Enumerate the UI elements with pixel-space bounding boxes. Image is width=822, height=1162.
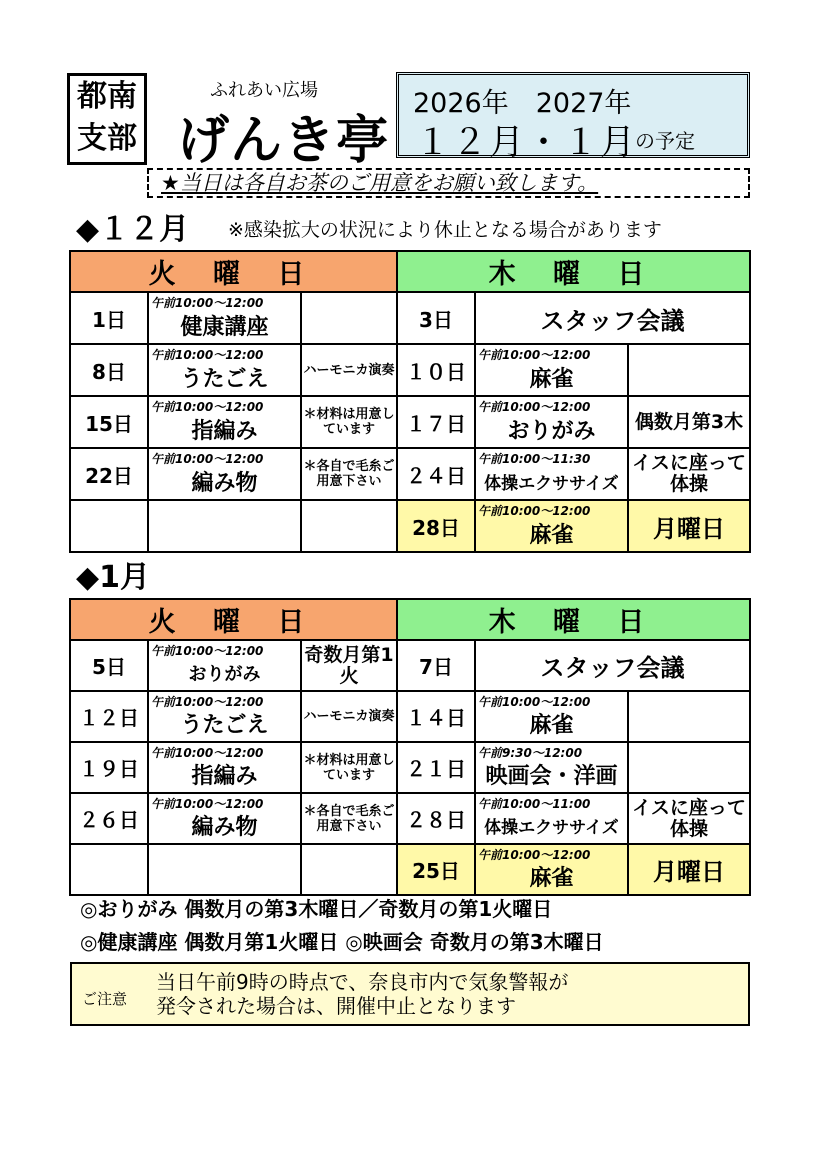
thursday-date: ２４日 (397, 448, 475, 500)
years: 2026年 2027年 (413, 88, 632, 119)
tuesday-event-cell (148, 640, 301, 691)
caution-label: ご注意 (82, 990, 128, 1008)
thursday-event-cell (475, 500, 628, 552)
event-name: うたごえ (180, 366, 269, 392)
tea-notice (147, 168, 750, 198)
header-row (70, 599, 750, 640)
tuesday-date: １２日 (70, 691, 148, 742)
footer-line-1: ◎おりがみ 偶数月の第3木曜日／奇数月の第1火曜日 (80, 897, 553, 921)
event-time: 午前10:00～12:00 (151, 400, 264, 414)
caution-line-2: 発令された場合は、開催中止となります (156, 994, 516, 1018)
thursday-date: 7日 (397, 640, 475, 691)
table-row (70, 691, 750, 742)
tuesday-date: 22日 (70, 448, 148, 500)
event-time: 午前10:00～12:00 (478, 400, 591, 414)
table-row (70, 448, 750, 500)
event-name: おりがみ (507, 418, 596, 444)
event-time: 午前10:00～12:00 (478, 848, 591, 862)
tea-notice-text: ★当日は各自お茶のご用意をお願い致します。 (161, 171, 599, 195)
event-time: 午前10:00～12:00 (151, 296, 264, 310)
january-table (69, 598, 751, 896)
table-row (70, 344, 750, 396)
tuesday-event-cell (148, 691, 301, 742)
event-name: うたごえ (180, 713, 269, 738)
date-box (396, 72, 750, 163)
thursday-note (628, 344, 750, 396)
event-name: 麻雀 (529, 866, 574, 891)
yotei-label: の予定 (635, 129, 695, 153)
branch-line2: 支部 (77, 121, 137, 156)
monday-note: 月曜日 (628, 844, 750, 895)
event-time: 午前10:00～12:00 (151, 695, 264, 709)
empty-cell (301, 844, 397, 895)
tuesday-date: 1日 (70, 292, 148, 344)
event-name: おりがみ (188, 663, 261, 685)
event-name: 編み物 (191, 815, 258, 840)
table-row (70, 640, 750, 691)
tuesday-note: ＊材料は用意しています (301, 742, 397, 793)
tuesday-date: 5日 (70, 640, 148, 691)
event-name: 麻雀 (529, 713, 574, 738)
table-row (70, 292, 750, 344)
event-name: 麻雀 (529, 522, 574, 548)
tuesday-date: ２６日 (70, 793, 148, 844)
staff-meeting: スタッフ会議 (475, 292, 750, 344)
thursday-date: １４日 (397, 691, 475, 742)
thursday-note: 偶数月第3木 (628, 396, 750, 448)
thursday-event-cell (475, 396, 628, 448)
monday-note: 月曜日 (628, 500, 750, 552)
thursday-date: 25日 (397, 844, 475, 895)
event-name: 編み物 (191, 470, 258, 496)
tuesday-event-cell (148, 292, 301, 344)
thursday-date: 3日 (397, 292, 475, 344)
tuesday-note (301, 292, 397, 344)
branch-label (67, 73, 147, 165)
event-name: 指編み (191, 418, 258, 444)
tuesday-date: 15日 (70, 396, 148, 448)
december-note: ※感染拡大の状況により休止となる場合があります (228, 219, 662, 241)
empty-cell (148, 844, 301, 895)
thursday-date: 28日 (397, 500, 475, 552)
event-time: 午前10:00～12:00 (478, 348, 591, 362)
event-time: 午前10:00～12:00 (151, 348, 264, 362)
page-title: げんき亭 (177, 111, 390, 171)
thursday-note: イスに座って体操 (628, 793, 750, 844)
empty-cell (301, 500, 397, 552)
event-time: 午前10:00～12:00 (151, 797, 264, 811)
thursday-note (628, 691, 750, 742)
event-time: 午前9:30～12:00 (478, 746, 583, 760)
table-row (70, 742, 750, 793)
tuesday-event-cell (148, 742, 301, 793)
event-time: 午前10:00～12:00 (478, 695, 591, 709)
thursday-date: ２８日 (397, 793, 475, 844)
event-name: 映画会・洋画 (485, 764, 618, 789)
thursday-header: 木 曜 日 (397, 599, 750, 640)
footer-line-2: ◎健康講座 偶数月第1火曜日 ◎映画会 奇数月の第3木曜日 (80, 930, 604, 954)
event-name: 体操エクササイズ (484, 473, 619, 494)
tuesday-note: ハーモニカ演奏 (301, 691, 397, 742)
table-row (70, 844, 750, 895)
event-name: 指編み (191, 764, 258, 789)
tuesday-event-cell (148, 448, 301, 500)
empty-cell (70, 500, 148, 552)
january-heading: ◆1月 (76, 560, 150, 595)
thursday-event-cell (475, 448, 628, 500)
caution-text (156, 970, 568, 1018)
thursday-header: 木 曜 日 (397, 251, 750, 292)
event-time: 午前10:00～12:00 (151, 746, 264, 760)
branch-line1: 都南 (77, 79, 137, 114)
event-time: 午前10:00～11:00 (478, 797, 591, 811)
tuesday-header: 火 曜 日 (70, 251, 397, 292)
tuesday-event-cell (148, 793, 301, 844)
december-table (69, 250, 751, 553)
thursday-date: １０日 (397, 344, 475, 396)
tuesday-header: 火 曜 日 (70, 599, 397, 640)
thursday-event-cell (475, 844, 628, 895)
tuesday-event-cell (148, 344, 301, 396)
thursday-event-cell (475, 344, 628, 396)
tuesday-note: ＊各自で毛糸ご用意下さい (301, 448, 397, 500)
empty-cell (148, 500, 301, 552)
event-time: 午前10:00～11:30 (478, 452, 591, 466)
event-name: 麻雀 (529, 366, 574, 392)
caution-line-1: 当日午前9時の時点で、奈良市内で気象警報が (156, 970, 569, 994)
staff-meeting: スタッフ会議 (475, 640, 750, 691)
tuesday-note: 奇数月第1火 (301, 640, 397, 691)
tuesday-note: ＊材料は用意しています (301, 396, 397, 448)
tuesday-note: ハーモニカ演奏 (301, 344, 397, 396)
event-time: 午前10:00～12:00 (151, 452, 264, 466)
december-heading: ◆１２月 (76, 212, 190, 247)
tuesday-date: 8日 (70, 344, 148, 396)
table-row (70, 396, 750, 448)
header-row (70, 251, 750, 292)
table-row (70, 793, 750, 844)
caution-box (70, 962, 750, 1026)
tuesday-note: ＊各自で毛糸ご用意下さい (301, 793, 397, 844)
tuesday-date: １９日 (70, 742, 148, 793)
event-name: 健康講座 (180, 314, 269, 340)
tuesday-event-cell (148, 396, 301, 448)
thursday-event-cell (475, 793, 628, 844)
months: １２月・１月 (415, 123, 638, 163)
event-time: 午前10:00～12:00 (151, 644, 264, 658)
thursday-event-cell (475, 742, 628, 793)
thursday-date: １７日 (397, 396, 475, 448)
thursday-event-cell (475, 691, 628, 742)
event-name: 体操エクササイズ (484, 818, 619, 838)
thursday-date: ２１日 (397, 742, 475, 793)
table-row (70, 500, 750, 552)
subtitle: ふれあい広場 (210, 80, 318, 101)
event-time: 午前10:00～12:00 (478, 504, 591, 518)
empty-cell (70, 844, 148, 895)
thursday-note (628, 742, 750, 793)
thursday-note: イスに座って体操 (628, 448, 750, 500)
